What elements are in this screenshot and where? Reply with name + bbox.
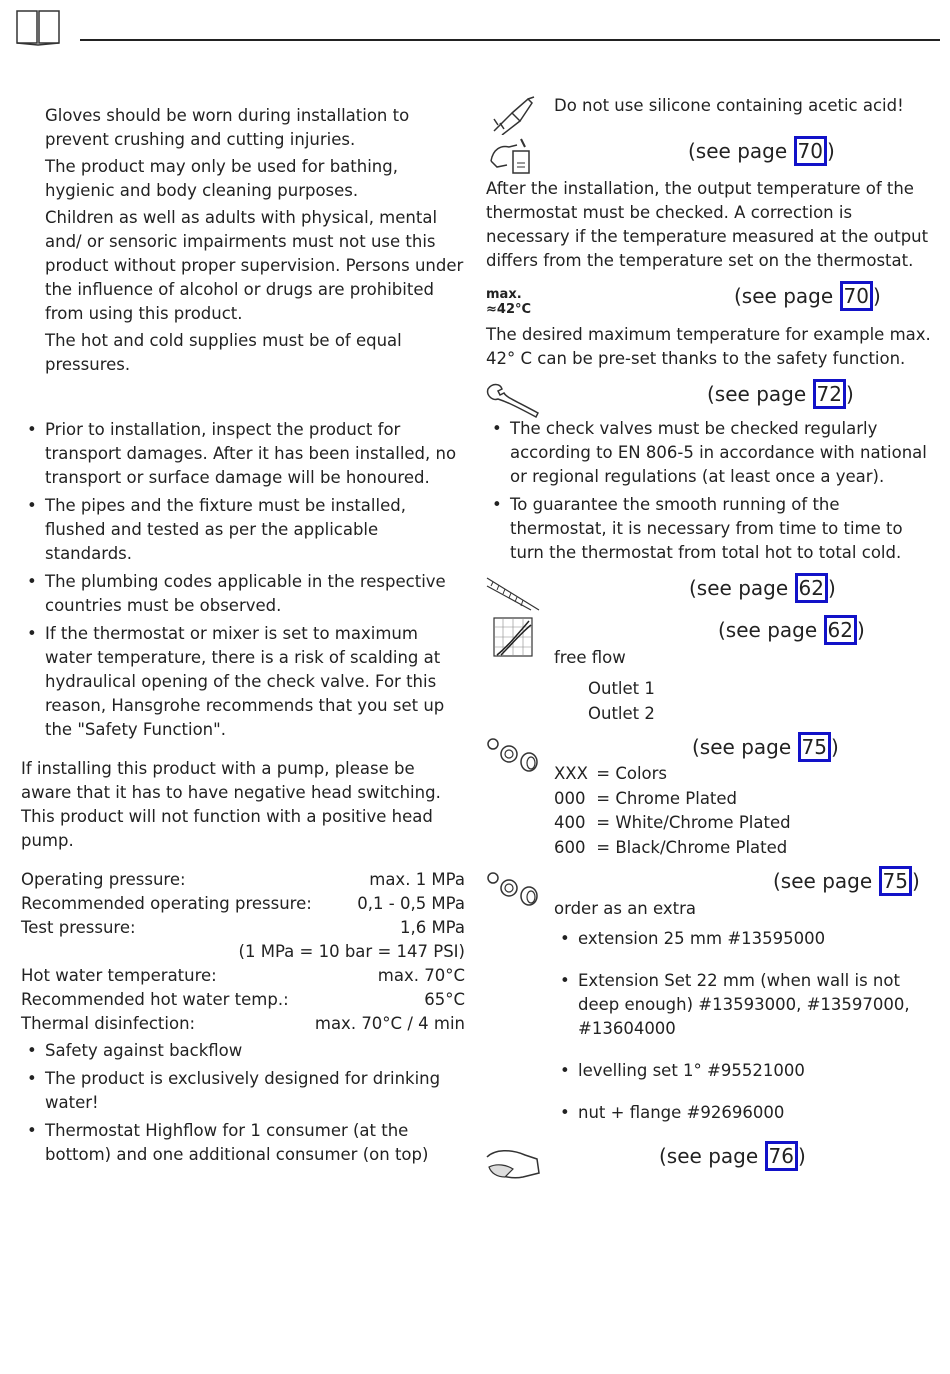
- flow-diagram-icon: [493, 617, 533, 657]
- bullet-item: • The check valves must be checked regularly according to EN 806-5 in accordance with national or regional regulations (at least once a year).: [486, 417, 931, 489]
- see-page-ref: (see page 75 ): [773, 866, 920, 896]
- bullet-item: • Safety against backflow: [21, 1039, 465, 1063]
- see-page-ref: (see page 72 ): [707, 379, 854, 409]
- calibration-text: After the installation, the output temperature of the thermostat must be checked. A correction is necessary if the temperature measured at the output differs from the temperature set on the thermostat.: [486, 179, 929, 270]
- order-extra-label: order as an extra: [554, 899, 696, 918]
- page-link-62[interactable]: 62: [824, 615, 857, 645]
- spec-value: (1 MPa = 10 bar = 147 PSI): [238, 942, 465, 961]
- outlets-list: [588, 676, 655, 726]
- spec-label: Thermal disinfection:: [21, 1014, 196, 1033]
- page-link-62[interactable]: 62: [795, 573, 828, 603]
- cleaning-hand-icon: [485, 1143, 541, 1181]
- extra-item: • nut + flange #92696000: [554, 1101, 934, 1125]
- color-row: 400 = White/Chrome Plated: [554, 813, 791, 832]
- see-page-ref: (see page 70 ): [688, 136, 835, 166]
- outlet-label: Outlet 1: [588, 679, 655, 698]
- technical-specs: [21, 868, 465, 1171]
- installation-bullets: [21, 418, 461, 746]
- thermometer-check-icon: [487, 137, 535, 177]
- maintenance-bullets: [486, 417, 931, 569]
- spec-value: 1,6 MPa: [399, 918, 465, 937]
- color-codes: [554, 762, 791, 860]
- safety-note: The hot and cold supplies must be of equal pressures.: [45, 331, 402, 374]
- spec-label: Recommended hot water temp.:: [21, 990, 289, 1009]
- spec-value: max. 70°C / 4 min: [314, 1014, 465, 1033]
- bullet-item: • Prior to installation, inspect the product for transport damages. After it has been installed, no transport or surface damage will be honoured.: [21, 418, 461, 490]
- see-page-ref: (see page 70 ): [734, 281, 881, 311]
- manual-book-icon: [16, 10, 60, 46]
- spec-row: [21, 892, 465, 916]
- spec-value: max. 70°C: [377, 966, 465, 985]
- spec-label: Test pressure:: [21, 918, 136, 937]
- safety-notes: [45, 104, 465, 380]
- page-link-75[interactable]: 75: [798, 732, 831, 762]
- spec-row: [21, 988, 465, 1012]
- extra-item: • extension 25 mm #13595000: [554, 927, 934, 951]
- page-link-72[interactable]: 72: [813, 379, 846, 409]
- bullet-item: • The product is exclusively designed for drinking water!: [21, 1067, 465, 1115]
- spec-label: Recommended operating pressure:: [21, 894, 312, 913]
- see-page-ref: (see page 62 ): [718, 615, 865, 645]
- safety-function-text: The desired maximum temperature for example max. 42° C can be pre-set thanks to the safety function.: [486, 325, 931, 368]
- silicone-warning: Do not use silicone containing acetic acid!: [554, 96, 904, 115]
- spec-row: [21, 916, 465, 940]
- see-page-ref: (see page 62 ): [689, 573, 836, 603]
- safety-note: Children as well as adults with physical, mental and/ or sensoric impairments must not use this product without proper supervision. Persons under the influence of alcohol or drugs are prohibited from using this product.: [45, 208, 464, 323]
- spec-label: Hot water temperature:: [21, 966, 217, 985]
- silicone-gun-icon: [490, 95, 536, 135]
- wrench-icon: [486, 383, 542, 419]
- spec-value: max. 1 MPa: [369, 870, 465, 889]
- page-link-75[interactable]: 75: [879, 866, 912, 896]
- header-rule: [80, 39, 940, 41]
- spare-parts-icon: [485, 736, 541, 774]
- extra-item: • Extension Set 22 mm (when wall is not deep enough) #13593000, #13597000, #13604000: [554, 969, 934, 1041]
- spec-row: [21, 940, 465, 964]
- spec-bullets: [21, 1039, 465, 1167]
- outlet-label: Outlet 2: [588, 704, 655, 723]
- see-page-ref: (see page 75 ): [692, 732, 839, 762]
- pump-note: If installing this product with a pump, please be aware that it has to have negative head switching. This product will not function with a positive head pump.: [21, 759, 441, 850]
- color-row: 600 = Black/Chrome Plated: [554, 837, 788, 857]
- page-link-70[interactable]: 70: [840, 281, 873, 311]
- max-temp-icon: max. ≈42°C: [486, 287, 532, 317]
- spec-row: [21, 868, 465, 892]
- bullet-item: • The plumbing codes applicable in the respective countries must be observed.: [21, 570, 461, 618]
- spec-label: Operating pressure:: [21, 870, 186, 889]
- bullet-item: • The pipes and the fixture must be installed, flushed and tested as per the applicable standards.: [21, 494, 461, 566]
- spec-value: 65°C: [424, 990, 465, 1009]
- color-row: 000 = Chrome Plated: [554, 788, 738, 808]
- color-row: XXX = Colors: [554, 764, 668, 783]
- ruler-dimensions-icon: [485, 576, 541, 612]
- extra-item: • levelling set 1° #95521000: [554, 1059, 934, 1083]
- safety-note: Gloves should be worn during installation to prevent crushing and cutting injuries.: [45, 106, 410, 149]
- spare-parts-icon: [485, 870, 541, 908]
- page-link-70[interactable]: 70: [794, 136, 827, 166]
- extras-list: [554, 927, 934, 1129]
- bullet-item: • To guarantee the smooth running of the thermostat, it is necessary from time to time to turn the thermostat from total hot to total cold.: [486, 493, 931, 565]
- see-page-ref: (see page 76 ): [659, 1141, 806, 1171]
- spec-value: 0,1 - 0,5 MPa: [357, 894, 465, 913]
- spec-row: [21, 964, 465, 988]
- spec-row: [21, 1012, 465, 1036]
- free-flow-label: free flow: [554, 648, 626, 667]
- bullet-item: • If the thermostat or mixer is set to maximum water temperature, there is a risk of scalding at hydraulical opening of the check valve. For this reason, Hansgrohe recommends that you set up the "Safety Function".: [21, 622, 461, 742]
- page-link-76[interactable]: 76: [765, 1141, 798, 1171]
- safety-note: The product may only be used for bathing, hygienic and body cleaning purposes.: [45, 157, 398, 200]
- bullet-item: • Thermostat Highflow for 1 consumer (at the bottom) and one additional consumer (on top): [21, 1119, 465, 1167]
